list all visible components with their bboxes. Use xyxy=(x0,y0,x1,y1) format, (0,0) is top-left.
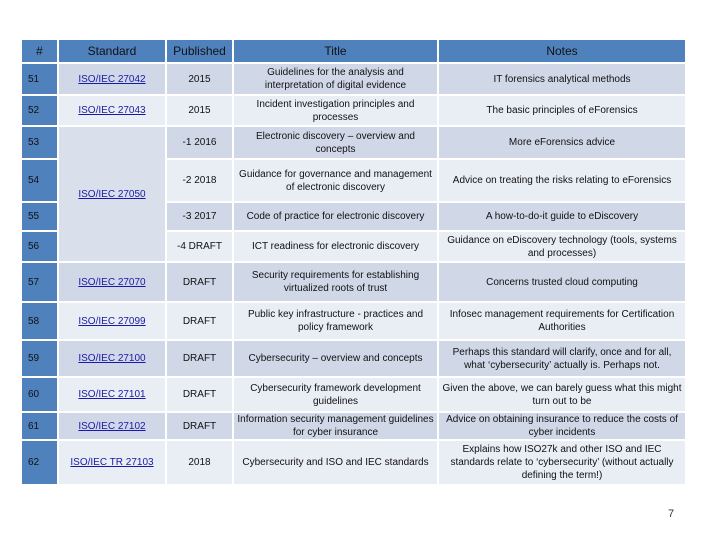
row-number: 62 xyxy=(21,440,58,485)
published-cell: -1 2016 xyxy=(166,126,233,159)
table-row xyxy=(21,126,686,159)
published-cell: DRAFT xyxy=(166,262,233,302)
table-row xyxy=(21,412,686,440)
title-cell: Security requirements for establishing virtualized roots of trust xyxy=(233,262,438,302)
standard-cell xyxy=(58,126,166,262)
table-row xyxy=(21,63,686,95)
title-cell: Code of practice for electronic discovery xyxy=(233,202,438,231)
standards-table xyxy=(20,38,687,486)
standard-cell xyxy=(58,302,166,340)
standard-link[interactable]: ISO/IEC 27050 xyxy=(78,188,146,200)
header-col-standard: Standard xyxy=(58,39,166,63)
published-cell: 2015 xyxy=(166,95,233,126)
published-cell: -4 DRAFT xyxy=(166,231,233,262)
standard-cell xyxy=(58,440,166,485)
table-row xyxy=(21,262,686,302)
notes-cell: Guidance on eDiscovery technology (tools, systems and processes) xyxy=(438,231,686,262)
title-cell: ICT readiness for electronic discovery xyxy=(233,231,438,262)
title-cell: Information security management guidelines for cyber insurance xyxy=(233,412,438,440)
standard-link[interactable]: ISO/IEC 27102 xyxy=(78,420,146,432)
notes-cell: The basic principles of eForensics xyxy=(438,95,686,126)
published-cell: 2015 xyxy=(166,63,233,95)
standard-cell xyxy=(58,412,166,440)
standard-link[interactable]: ISO/IEC 27099 xyxy=(78,315,146,327)
notes-cell: Infosec management requirements for Certification Authorities xyxy=(438,302,686,340)
title-cell: Public key infrastructure - practices and policy framework xyxy=(233,302,438,340)
row-number: 55 xyxy=(21,202,58,231)
published-cell: DRAFT xyxy=(166,412,233,440)
row-number: 58 xyxy=(21,302,58,340)
notes-cell: Perhaps this standard will clarify, once and for all, what ‘cybersecurity’ actually is. Perhaps not. xyxy=(438,340,686,377)
row-number: 51 xyxy=(21,63,58,95)
header-row xyxy=(21,39,686,63)
title-cell: Cybersecurity framework development guidelines xyxy=(233,377,438,412)
table-row xyxy=(21,95,686,126)
published-cell: DRAFT xyxy=(166,302,233,340)
title-cell: Cybersecurity and ISO and IEC standards xyxy=(233,440,438,485)
standard-cell xyxy=(58,63,166,95)
standard-cell xyxy=(58,377,166,412)
notes-cell: Given the above, we can barely guess what this might turn out to be xyxy=(438,377,686,412)
notes-cell: Concerns trusted cloud computing xyxy=(438,262,686,302)
row-number: 61 xyxy=(21,412,58,440)
table-row xyxy=(21,377,686,412)
header-col-number: # xyxy=(21,39,58,63)
standard-cell xyxy=(58,340,166,377)
table-row xyxy=(21,440,686,485)
title-cell: Guidelines for the analysis and interpretation of digital evidence xyxy=(233,63,438,95)
page-number: 7 xyxy=(668,508,675,520)
row-number: 53 xyxy=(21,126,58,159)
standard-link[interactable]: ISO/IEC 27042 xyxy=(78,73,146,85)
published-cell: 2018 xyxy=(166,440,233,485)
row-number: 54 xyxy=(21,159,58,202)
row-number: 56 xyxy=(21,231,58,262)
standard-link[interactable]: ISO/IEC 27101 xyxy=(78,389,146,400)
table-row xyxy=(21,302,686,340)
standard-cell xyxy=(58,262,166,302)
published-cell: DRAFT xyxy=(166,377,233,412)
title-cell: Guidance for governance and management of electronic discovery xyxy=(233,159,438,202)
row-number: 59 xyxy=(21,340,58,377)
title-cell: Cybersecurity – overview and concepts xyxy=(233,340,438,377)
header-col-published: Published xyxy=(166,39,233,63)
published-cell: -2 2018 xyxy=(166,159,233,202)
standard-link[interactable]: ISO/IEC 27100 xyxy=(78,353,146,364)
notes-cell: Explains how ISO27k and other ISO and IEC standards relate to ‘cybersecurity’ (without actually defining the term!) xyxy=(438,440,686,485)
notes-cell: IT forensics analytical methods xyxy=(438,63,686,95)
header-col-notes: Notes xyxy=(438,39,686,63)
standard-link[interactable]: ISO/IEC TR 27103 xyxy=(70,457,154,468)
table-row xyxy=(21,340,686,377)
standard-cell xyxy=(58,95,166,126)
header-col-title: Title xyxy=(233,39,438,63)
notes-cell: Advice on obtaining insurance to reduce the costs of cyber incidents xyxy=(438,412,686,440)
row-number: 57 xyxy=(21,262,58,302)
row-number: 60 xyxy=(21,377,58,412)
title-cell: Incident investigation principles and processes xyxy=(233,95,438,126)
notes-cell: More eForensics advice xyxy=(438,126,686,159)
notes-cell: A how-to-do-it guide to eDiscovery xyxy=(438,202,686,231)
standard-link[interactable]: ISO/IEC 27043 xyxy=(78,105,146,116)
notes-cell: Advice on treating the risks relating to eForensics xyxy=(438,159,686,202)
standard-link[interactable]: ISO/IEC 27070 xyxy=(78,276,146,288)
row-number: 52 xyxy=(21,95,58,126)
published-cell: -3 2017 xyxy=(166,202,233,231)
published-cell: DRAFT xyxy=(166,340,233,377)
title-cell: Electronic discovery – overview and concepts xyxy=(233,126,438,159)
